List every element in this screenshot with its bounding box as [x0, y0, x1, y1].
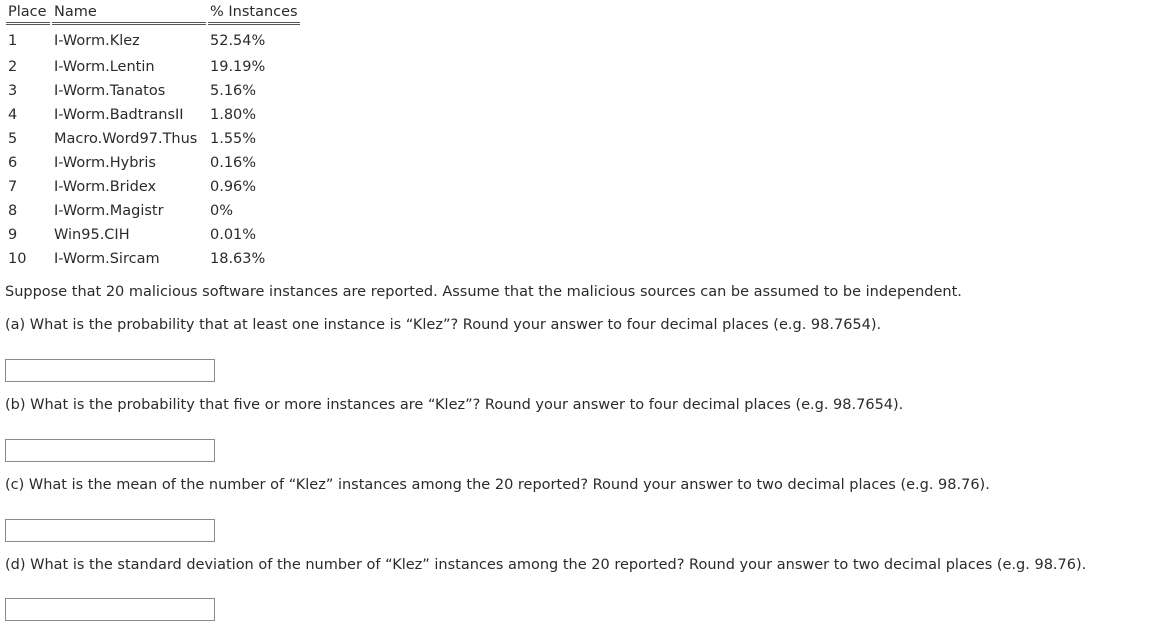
place-cell: 6 [8, 155, 18, 171]
answer-d-input[interactable] [5, 598, 215, 621]
place-cell: 9 [8, 227, 18, 243]
instances-cell: 1.80% [210, 107, 257, 123]
instances-cell: 1.55% [210, 131, 257, 147]
place-cell: 2 [8, 59, 18, 75]
name-cell: Macro.Word97.Thus [54, 131, 198, 147]
name-cell: I-Worm.Bridex [54, 179, 157, 195]
question-c: (c) What is the mean of the number of “Klez” instances among the 20 reported? Round your answer to two decimal places (e.g. 98.76). [5, 477, 990, 493]
name-cell: I-Worm.BadtransII [54, 107, 184, 123]
instances-cell: 0.16% [210, 155, 257, 171]
header-instances: % Instances [208, 2, 300, 25]
instances-cell: 0.01% [210, 227, 257, 243]
name-cell: I-Worm.Lentin [54, 59, 155, 75]
table-row [6, 175, 300, 199]
name-cell: I-Worm.Klez [54, 33, 140, 49]
place-cell: 1 [8, 33, 18, 49]
instances-cell: 19.19% [210, 59, 266, 75]
answer-c-input[interactable] [5, 519, 215, 542]
place-cell: 10 [8, 251, 27, 267]
name-cell: Win95.CIH [54, 227, 130, 243]
name-cell: I-Worm.Hybris [54, 155, 156, 171]
name-cell: I-Worm.Tanatos [54, 83, 166, 99]
instances-cell: 0.96% [210, 179, 257, 195]
table-row [6, 55, 300, 79]
malware-table [4, 2, 302, 271]
table-row [6, 223, 300, 247]
instances-cell: 18.63% [210, 251, 266, 267]
name-cell: I-Worm.Sircam [54, 251, 160, 267]
question-a: (a) What is the probability that at least one instance is “Klez”? Round your answer to four decimal places (e.g. 98.7654). [5, 317, 882, 333]
header-place: Place [6, 2, 50, 25]
answer-b-input[interactable] [5, 439, 215, 462]
instances-cell: 0% [210, 203, 234, 219]
table-row [6, 79, 300, 103]
place-cell: 7 [8, 179, 18, 195]
instances-cell: 5.16% [210, 83, 257, 99]
table-row [6, 103, 300, 127]
place-cell: 5 [8, 131, 18, 147]
table-row [6, 151, 300, 175]
table-row [6, 127, 300, 151]
instances-cell: 52.54% [210, 33, 266, 49]
place-cell: 4 [8, 107, 18, 123]
header-name: Name [52, 2, 206, 25]
question-d: (d) What is the standard deviation of the number of “Klez” instances among the 20 reported? Round your answer to two decimal places (e.g. 98.76). [5, 557, 1087, 573]
answer-a-input[interactable] [5, 359, 215, 382]
table-row [6, 25, 300, 55]
place-cell: 8 [8, 203, 18, 219]
problem-intro: Suppose that 20 malicious software instances are reported. Assume that the malicious sources can be assumed to be independent. [5, 284, 962, 300]
question-b: (b) What is the probability that five or more instances are “Klez”? Round your answer to four decimal places (e.g. 98.7654). [5, 397, 904, 413]
table-row [6, 199, 300, 223]
name-cell: I-Worm.Magistr [54, 203, 164, 219]
place-cell: 3 [8, 83, 18, 99]
table-header-row [6, 2, 300, 25]
table-row [6, 247, 300, 271]
